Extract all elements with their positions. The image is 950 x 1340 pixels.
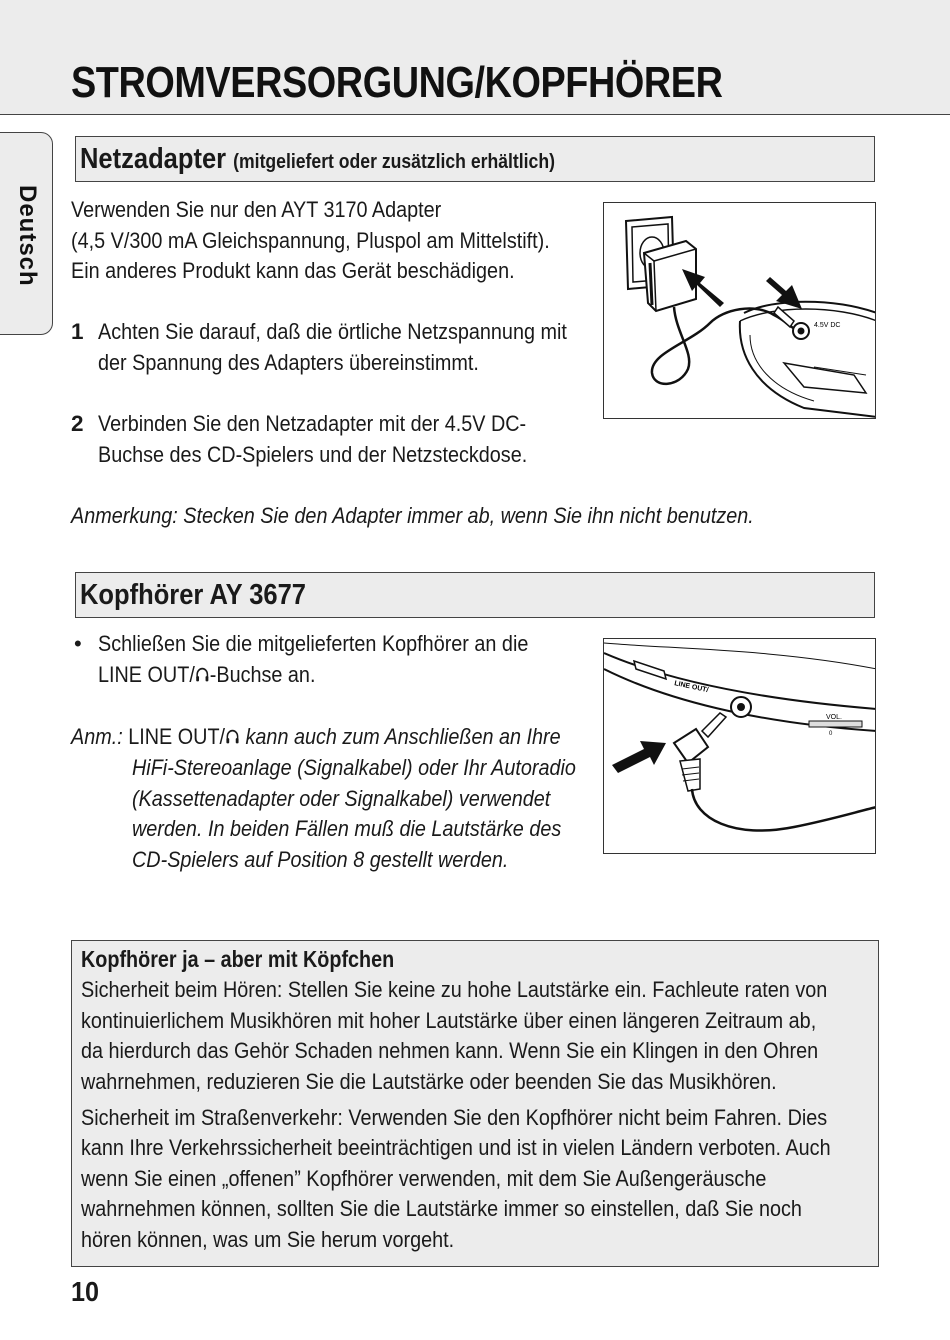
step-number: 2 [71, 411, 84, 436]
adapter-heading: Netzadapter (mitgeliefert oder zusätzlich erhältlich) [80, 143, 555, 175]
page-number: 10 [71, 1276, 100, 1307]
bullet-dot: • [74, 631, 82, 656]
warning-text-line: kann Ihre Verkehrssicherheit beeinträchtigen und ist in vielen Ländern verboten. Auch [81, 1135, 831, 1160]
headphones-note-first-line: Anm.: LINE OUT/ kann auch zum Anschließen an Ihre [71, 724, 561, 749]
section-heading-adapter [75, 136, 875, 182]
headphone-illustration [603, 638, 876, 854]
step-text: der Spannung des Adapters übereinstimmt. [98, 350, 479, 375]
adapter-intro-line: Ein anderes Produkt kann das Gerät beschädigen. [71, 258, 515, 283]
jack-label: 4.5V DC [814, 322, 841, 329]
adapter-illustration [603, 202, 876, 419]
warning-text-line: wahrnehmen können, sollten Sie die Lautstärke immer so einstellen, daß Sie noch [81, 1196, 802, 1221]
step-number: 1 [71, 319, 84, 344]
warning-text-line: kontinuierlichem Musikhören mit hoher Lautstärke über einen längeren Zeitraum ab, [81, 1008, 817, 1033]
warning-text-line: hören können, was um Sie herum vorgeht. [81, 1227, 455, 1252]
page-title: STROMVERSORGUNG/KOPFHÖRER [71, 58, 723, 107]
step-text: Achten Sie darauf, daß die örtliche Netzspannung mit [98, 319, 567, 344]
volume-zero-label: 0 [829, 731, 833, 737]
step-text: Verbinden Sie den Netzadapter mit der 4.5V DC- [98, 411, 527, 436]
headphones-bullet-line: LINE OUT/ -Buchse an. [98, 662, 316, 687]
warning-text-line: da hierdurch das Gehör Schaden nehmen kann. Wenn Sie ein Klingen in den Ohren [81, 1038, 819, 1063]
step-text: Buchse des CD-Spielers und der Netzsteckdose. [98, 442, 528, 467]
headphones-note-line: werden. In beiden Fällen muß die Lautstärke des [132, 816, 562, 841]
warning-title: Kopfhörer ja – aber mit Köpfchen [81, 946, 395, 972]
warning-text-line: wenn Sie einen „offenen” Kopfhörer verwenden, mit dem Sie Außengeräusche [81, 1166, 767, 1191]
warning-text-line: Sicherheit beim Hören: Stellen Sie keine zu hohe Lautstärke ein. Fachleute raten von [81, 977, 828, 1002]
warning-text-line: wahrnehmen, reduzieren Sie die Lautstärke oder beenden Sie das Musikhören. [81, 1069, 777, 1094]
adapter-intro-line: Verwenden Sie nur den AYT 3170 Adapter [71, 197, 442, 222]
headphones-heading: Kopfhörer AY 3677 [80, 579, 306, 611]
adapter-heading-note: (mitgeliefert oder zusätzlich erhältlich) [233, 151, 555, 173]
adapter-drawing [604, 203, 876, 419]
port-label: LINE OUT/ [673, 680, 709, 695]
headphones-note-line: CD-Spielers auf Position 8 gestellt werden. [132, 847, 509, 872]
adapter-note: Anmerkung: Stecken Sie den Adapter immer ab, wenn Sie ihn nicht benutzen. [71, 503, 754, 528]
warning-text-line: Sicherheit im Straßenverkehr: Verwenden Sie den Kopfhörer nicht beim Fahren. Dies [81, 1105, 828, 1130]
headphones-note-line: HiFi-Stereoanlage (Signalkabel) oder Ihr Autoradio [132, 755, 576, 780]
headphone-icon [225, 728, 240, 745]
section-heading-headphones [75, 572, 875, 618]
volume-label: VOL. [826, 714, 842, 721]
headphones-bullet-line: Schließen Sie die mitgelieferten Kopfhörer an die [98, 631, 529, 656]
headphone-drawing [604, 639, 876, 854]
headphone-icon [195, 666, 210, 683]
note-label: Anm.: [71, 724, 123, 749]
language-label: Deutsch [14, 185, 41, 287]
adapter-intro-line: (4,5 V/300 mA Gleichspannung, Pluspol am Mittelstift). [71, 228, 550, 253]
headphones-note-line: (Kassettenadapter oder Signalkabel) verwendet [132, 786, 551, 811]
